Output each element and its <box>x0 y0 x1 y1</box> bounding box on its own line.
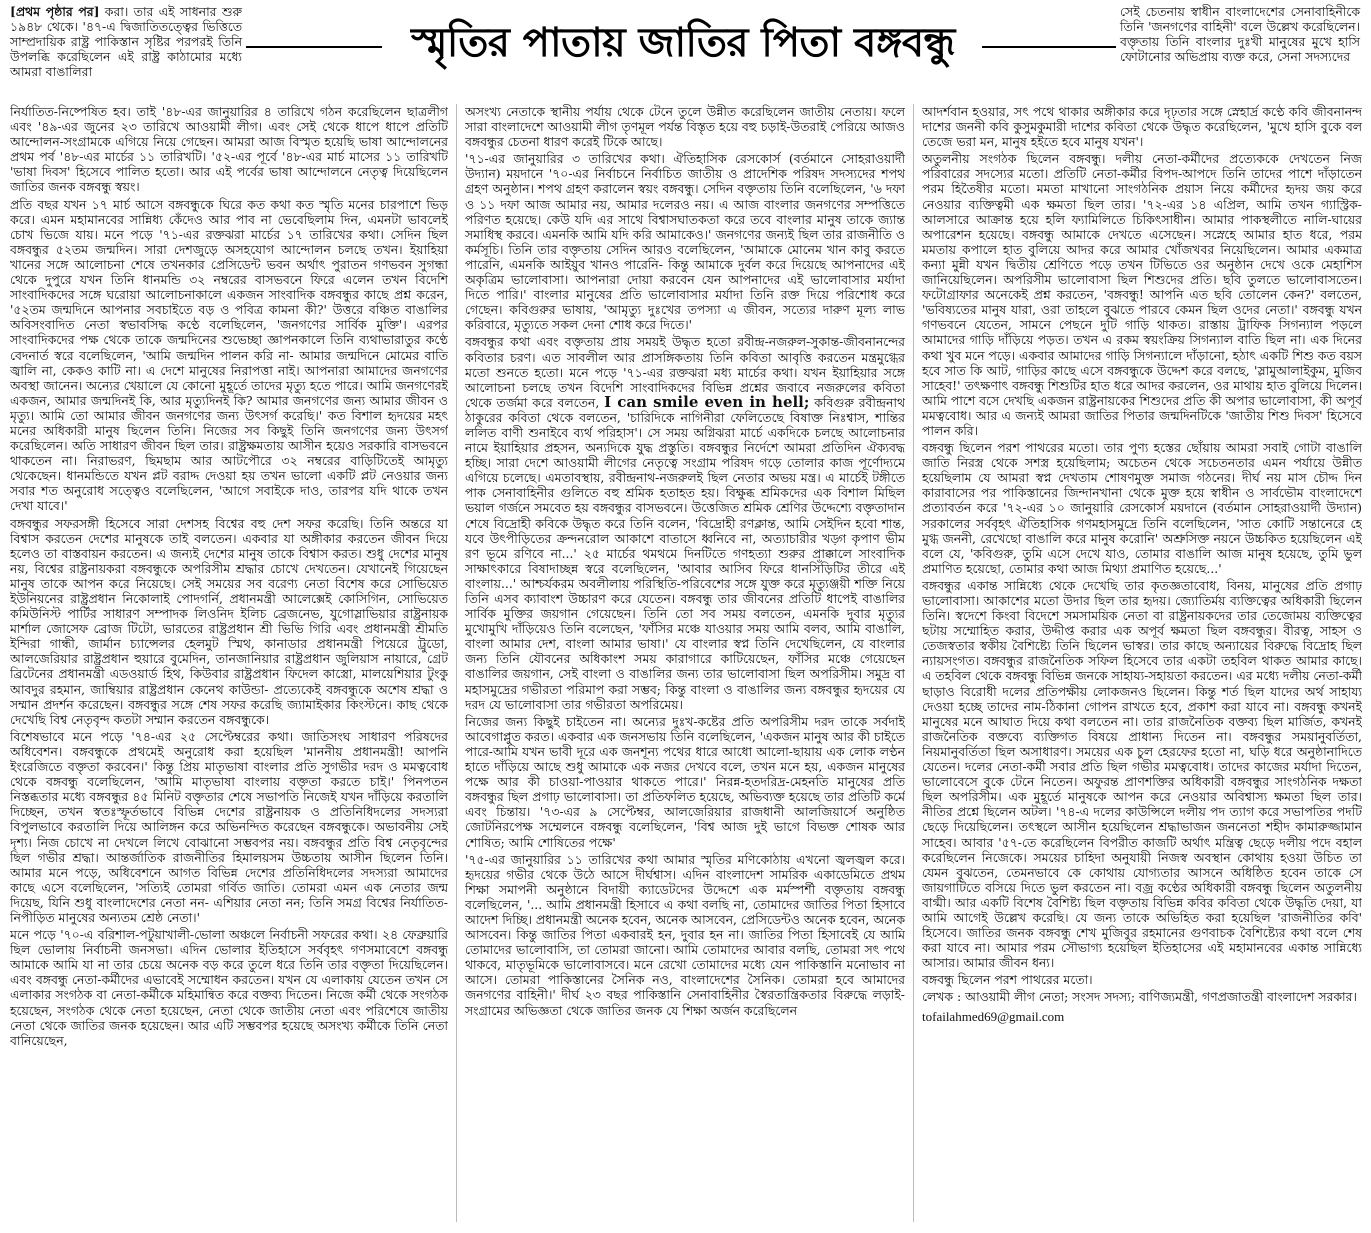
headline-row <box>0 0 1371 96</box>
paragraph: বঙ্গবন্ধু ছিলেন পরশ পাথরের মতো। <box>922 972 1093 988</box>
paragraph <box>465 334 905 711</box>
paragraph: নিজের জন্য কিছুই চাইতেন না। অন্যের দুঃখ-কষ্টের প্রতি অপরিসীম দরদ তাকে সর্বদাই আবেগাপ্লুত করত। একবার এক জনসভায় তিনি বলেছিলেন, 'একজন মানুষ আর কী চাইতে পারে-আমি যখন ভাবী দূরে এক জনশূন্য পথের ধারে আধো আলো-ছায়ায় এক লোক লণ্ঠন হাতে দাঁড়িয়ে আছে শুধু আমাকে এক নজর দেখবে বলে, তখন মনে হয়, একজন মানুষের পক্ষে আর কী চাওয়া-পাওয়ার থাকতে পারে।' নিরন্ন-হতদরিদ্র-মেহনতি মানুষের প্রতি বঙ্গবন্ধুর ছিল প্রগাঢ় ভালোবাসা। তা প্রতিফলিত হয়েছে, অভিব্যক্ত হয়েছে তার প্রতিটি কর্মে এবং চিন্তায়। '৭৩-এর ৯ সেপ্টেম্বর, আলজেরিয়ার রাজধানী আলজিয়ার্সে অনুষ্ঠিত জোটনিরপেক্ষ সম্মেলনে বঙ্গবন্ধু বলেছিলেন, 'বিশ্ব আজ দুই ভাগে বিভক্ত শোষক আর শোষিত; আমি শোষিতের পক্ষে' <box>465 713 905 850</box>
paragraph: '৭১-এর জানুয়ারির ৩ তারিখের কথা। ঐতিহাসিক রেসকোর্স (বর্তমানে সোহরাওয়ার্দী উদ্যান) ময়দানে '৭০-এর নির্বাচনে নির্বাচিত জাতীয় ও প্রাদেশিক পরিষদ সদস্যদের শপথ গ্রহণ অনুষ্ঠান। শপথ গ্রহণ করালেন স্বয়ং বঙ্গবন্ধু। সেদিন বক্তৃতায় তিনি বলেছিলেন, '৬ দফা ও ১১ দফা আজ আমার নয়, আমার দলেরও নয়। এ আজ বাংলার জনগণের সম্পত্তিতে পরিণত হয়েছে। কেউ যদি এর সাথে বিশ্বাসঘাতকতা করে তবে বাংলার মানুষ তাকে জ্যান্ত সমাধিস্থ করবে। এমনকি আমি যদি করি আমাকেও।' জনগণের জন্যই ছিল তার রাজনীতি ও কর্মসূচি। তিনি তার বক্তৃতায় সেদিন আরও বলেছিলেন, 'আমাকে মোনেম খান কাবু করতে পারেনি, এমনকি আইয়ুব খানও পারেনি- কিন্তু আমাকে দুর্বল করে দিয়েছে আপনাদের এই অকৃত্রিম ভালোবাসা। আপনারা দোয়া করবেন যেন আপনাদের এই ভালোবাসার মর্যাদা দিতে পারি।' বাংলার মানুষের প্রতি ভালোবাসার মর্যাদা তিনি রক্ত দিয়ে পরিশোধ করে গেছেন। কবিগুরুর ভাষায়, 'আমৃত্যু দুঃখের তপস্যা এ জীবন, সত্যের দারুণ মূল্য লাভ করিবারে, মৃত্যুতে সকল দেনা শোধ করে দিতে।' <box>465 151 905 333</box>
paragraph: অতুলনীয় সংগঠক ছিলেন বঙ্গবন্ধু। দলীয় নেতা-কর্মীদের প্রত্যেককে দেখতেন নিজ পরিবারের সদস্যের মতো। প্রতিটি নেতা-কর্মীর বিপদ-আপদে তিনি তাদের পাশে দাঁড়াতেন পরম হিতৈষীর মতো। মমতা মাখানো সাংগঠনিক প্রয়াস নিয়ে কর্মীদের হৃদয় জয় করে নেওয়ার ব্যক্তিত্বমী এক ক্ষমতা ছিল তার। '৭২-এর ১৪ এপ্রিল, আমি তখন গ্যাস্ট্রিক-আলসারে আক্রান্ত হয়ে হলি ফ্যামিলিতে চিকিৎসাধীন। আমার পাকস্থলীতে নালি-ঘায়ের অপারেশন হয়েছে। বঙ্গবন্ধু আমাকে দেখতে এসেছেন। সস্নেহে আমার হাত ধরে, পরম মমতায় কপালে হাত বুলিয়ে আদর করে আমার খোঁজখবর নিয়েছিলেন। আমার একমাত্র কন্যা মুন্নী যখন দ্বিতীয় শ্রেণিতে পড়ে তখন টিভিতে ওর অনুষ্ঠান দেখে ওকে মেহাশিস জানিয়েছিলেন। অপরিসীম ভালোবাসা ছিল শিশুদের প্রতি। ছবি তুলতে ভালোবাসতেন। ফটোগ্রাফার অনেকেই প্রশ্ন করতেন, 'বঙ্গবন্ধু! আপনি এত ছবি তোলেন কেন?' বলতেন, 'ভবিষ্যতের মানুষ যারা, ওরা তাহলে বুঝতে পারবে কেমন ছিল ওদের নেতা।' বঙ্গবন্ধু যখন গণভবনে যেতেন, সামনে পেছনে দুটি গাড়ি থাকত। রাস্তায় ট্রাফিক সিগন্যাল পড়লে আমাদের গাড়ি দাঁড়িয়ে পড়ত। তখন এ রকম স্বয়ংক্রিয় সিগন্যাল বাতি ছিল না। এক দিনের কথা খুব মনে পড়ে। একবার আমাদের গাড়ি সিগন্যালে দাঁড়ানো, হঠাৎ একটি শিশু কত বয়স হবে সাত কি আট, গাড়ির কাছে এসে বঙ্গবন্ধুকে উদ্দেশ করে বলছে, 'স্লামুআলাইকুম, মুজিব সাহেব!' তৎক্ষণাৎ বঙ্গবন্ধু শিশুটির হাত ধরে আদর করলেন, ওর মাথায় হাত বুলিয়ে দিলেন। আমি পাশে বসে দেখছি একজন রাষ্ট্রনায়কের শিশুদের প্রতি কী অপার ভালোবাসা, কী অপূর্ব মমত্ববোধ। আর এ জন্যই আমরা জাতির পিতার জন্মদিনটিকে 'জাতীয় শিশু দিবস' হিসেবে পালন করি। <box>922 151 1362 438</box>
intro-right: সেই চেতনায় স্বাধীন বাংলাদেশের সেনাবাহিনীকে তিনি 'জনগণের বাহিনী' বলে উল্লেখ করেছিলেন। বক্তৃতায় তিনি বাংলার দুঃখী মানুষের মুখে হাসি ফোটানোর অভিপ্রায় ব্যক্ত করে, সেনা সদস্যদের <box>1120 4 1360 65</box>
english-quote: I can smile even in hell; <box>604 392 810 411</box>
intro-left <box>10 4 242 99</box>
column-1 <box>10 104 448 1229</box>
paragraph-text: বঙ্গবন্ধুর কথা এবং বক্তৃতায় প্রায় সময়ই উদ্ধৃত হতো রবীন্দ্র-নজরুল-সুকান্ত-জীবনানন্দের কবিতার চরণ। এত সাবলীল আর প্রাসঙ্গিকতায় তিনি কবিতা আবৃত্তি করতেন মন্ত্রমুগ্ধের মতো শুনতে হতো। মনে পড়ে '৭১-এর রক্তঝরা মধ্য মার্চের কথা। যখন ইয়াহিয়ার সঙ্গে আলোচনা চলছে তখন বিদেশি সাংবাদিকদের বিভিন্ন প্রশ্নের জবাবে নজরুলের কবিতা থেকে তর্জমা করে বলতেন, <box>465 334 905 410</box>
paragraph: বঙ্গবন্ধু ছিলেন পরশ পাথরের মতো। তার পুণ্য হস্তের ছোঁয়ায় আমরা সবাই গোটা বাঙালি জাতি নিরস্ত্র থেকে সশস্ত্র হয়েছিলাম; অচেতন থেকে সচেতনতার এমন পর্যায়ে উন্নীত হয়েছিলাম যে আমরা স্বপ্ন দেখতাম শোষণমুক্ত সমাজ গঠনের। দীর্ঘ নয় মাস চৌদ্দ দিন কারাবাসের পর পাকিস্তানের জিন্দানখানা থেকে মুক্ত হয়ে স্বাধীন ও সার্বভৌম বাংলাদেশে প্রত্যাবর্তন করে '৭২-এর ১০ জানুয়ারি রেসকোর্স ময়দানে (বর্তমান সোহরাওয়ার্দী উদ্যান) সরকালের সর্ববৃহৎ ঐতিহাসিক গণমহাসমুদ্রে তিনি বলেছিলেন, 'সাত কোটি সন্তানেরে হে মুগ্ধ জননী, রেখেছো বাঙালি করে মানুষ করোনি' অশ্রুসিক্ত নয়নে উচ্চকিত হয়েছিলেন এই বলে যে, 'কবিগুরু, তুমি এসে দেখে যাও, তোমার বাঙালি আজ মানুষ হয়েছে, তুমি ভুল প্রমাণিত হয়েছো, তোমার কথা আজ মিথ্যা প্রমাণিত হয়েছে...' <box>922 440 1362 576</box>
intro-left-text: করা। তার এই সাধনার শুরু ১৯৪৮ থেকে। '৪৭-এ দ্বিজাতিতত্ত্বের ভিত্তিতে সাম্প্রদায়িক রাষ্ট্র পাকিস্তান সৃষ্টির পরপরই তিনি উপলব্ধি করেছিলেন এই রাষ্ট্র কাঠামোর মধ্যে আমরা বাঙালিরা <box>10 4 242 80</box>
column-divider <box>456 104 457 1222</box>
continuation-label: [প্রথম পৃষ্ঠার পর] <box>10 4 100 19</box>
headline-right-rule <box>982 46 1116 48</box>
paragraph: বিশেষভাবে মনে পড়ে '৭৪-এর ২৫ সেপ্টেম্বরের কথা। জাতিসংঘ সাধারণ পরিষদের অধিবেশন। বঙ্গবন্ধুকে প্রথমেই অনুরোধ করা হয়েছিল 'মাননীয় প্রধানমন্ত্রী! আপনি ইংরেজিতে বক্তৃতা করবেন।' কিন্তু প্রিয় মাতৃভাষা বাংলার প্রতি সুগভীর দরদ ও মমত্ববোধ থেকে বঙ্গবন্ধু বলেছিলেন, 'আমি মাতৃভাষা বাংলায় বক্তৃতা করতে চাই।' পিনপতন নিস্তব্ধতার মধ্যে বঙ্গবন্ধুর ৪৫ মিনিট বক্তৃতার শেষে সভাপতি নিজেই যখন দাঁড়িয়ে করতালি দিচ্ছেন, তখন স্বতঃস্ফূর্তভাবে বিভিন্ন দেশের রাষ্ট্রনায়ক ও প্রতিনিধিদলের সদস্যরা বিপুলভাবে করতালি দিয়ে আলিঙ্গন করে অভিনন্দিত করেছেন বঙ্গবন্ধুকে। অভাবনীয় সেই দৃশ্য। নিজ চোখে না দেখলে লিখে বোঝানো সম্ভবপর নয়। বঙ্গবন্ধুর প্রতি বিশ্ব নেতৃবৃন্দের ছিল গভীর শ্রদ্ধা। আন্তর্জাতিক রাজনীতির হিমালয়সম উচ্চতায় আসীন ছিলেন তিনি। আমার মনে পড়ে, অধিবেশনে আগত বিভিন্ন দেশের প্রতিনিধিদলের সদস্যরা আমাদের কাছে এসে বলেছিলেন, 'সত্যিই তোমরা গর্বিত জাতি। তোমরা এমন এক নেতার জন্ম দিয়েছ, যিনি শুধু বাংলাদেশের নেতা নন- এশিয়ার নেতা নন; তিনি সমগ্র বিশ্বের নির্যাতিত-নিপীড়িত মানুষের অন্যতম শ্রেষ্ঠ নেতা।' <box>10 728 448 925</box>
paragraph: প্রতি বছর যখন ১৭ মার্চ আসে বঙ্গবন্ধুকে ঘিরে কত কথা কত স্মৃতি মনের চারপাশে ভিড় করে। এমন মহামানবের সান্নিধ্য কেঁদেও আর পাব না ভেবেছিলাম দিন, এমনটা ভাবলেই চোখ ভিজে যায়। মনে পড়ে '৭১-এর রক্তঝরা মার্চের ১৭ তারিখের কথা। সেদিন ছিল বঙ্গবন্ধুর ৫২তম জন্মদিন। সারা দেশজুড়ে অসহযোগ আন্দোলন চলছে তখন। ইয়াহিয়া খানের সঙ্গে আলোচনা শেষে তখনকার প্রেসিডেন্ট ভবন অর্থাৎ পুরাতন গণভবন সুগন্ধা থেকে দুপুরে যখন তিনি ধানমন্ডি ৩২ নম্বরের বাসভবনে ফিরে এলেন তখন বিদেশি সাংবাদিকদের সঙ্গে ঘরোয়া আলোচনাকালে একজন সাংবাদিক বঙ্গবন্ধুর কাছে প্রশ্ন করেন, '৫২তম জন্মদিনে আপনার সবচাইতে বড় ও পবিত্র কামনা কী?' উত্তরে বঞ্চিত বাঙালির অবিসংবাদিত নেতা স্বভাবসিদ্ধ কণ্ঠে বলেছিলেন, 'জনগণের সার্বিক মুক্তি'। এরপর সাংবাদিকদের পক্ষ থেকে তাকে জন্মদিনের শুভেচ্ছা জ্ঞাপনকালে তিনি ব্যথাভারাতুর কণ্ঠে বেদনার্ত স্বরে বলেছিলেন, 'আমি জন্মদিন পালন করি না- আমার জন্মদিনে মোমের বাতি জ্বালি না, কেকও কাটি না। এ দেশে মানুষের নিরাপত্তা নাই। আপনারা আমাদের জনগণের অবস্থা জানেন। অন্যের খেয়ালে যে কোনো মুহূর্তে তাদের মৃত্যু হতে পারে। আমি জনগণেরই একজন, আমার জন্মদিনই কি, আর মৃত্যুদিনই কি? আমার জনগণের জন্য আমার জীবন ও মৃত্যু। আমি তো আমার জীবন জনগণের জন্য উৎসর্গ করেছি।' কত বিশাল হৃদয়ের মহৎ মনের অধিকারী মানুষ ছিলেন তিনি। নিজের সব কিছুই তিনি জনগণের জন্য উৎসর্গ করেছিলেন। অতি সাধারণ জীবন ছিল তার। রাষ্ট্রক্ষমতায় আসীন হয়েও সরকারি বাসভবনে থাকতেন না। নিরাভরণ, ছিমছাম আর আটপৌরে ৩২ নম্বরের বাড়িটিতেই আমৃত্যু থেকেছেন। ধানমন্ডিতে যখন প্লট বরাদ্দ দেওয়া হয় তখন ভালো একটি প্লট নেওয়ার জন্য সবার শত অনুরোধ সত্ত্বেও বলেছিলেন, 'আগে সবাইকে দাও, তারপর যদি থাকে তখন দেখা যাবে।' <box>10 196 448 514</box>
column-2 <box>465 104 905 1229</box>
paragraph: মনে পড়ে '৭০-এ বরিশাল-পটুয়াখালী-ভোলা অঞ্চলে নির্বাচনী সফরের কথা। ২৪ ফেব্রুয়ারি ছিল ভোলায় নির্বাচনী জনসভা। এদিন ভোলার ইতিহাসে সর্ববৃহৎ গণসমাবেশে বঙ্গবন্ধু আমাকে আমি যা না তার চেয়ে অনেক বড় করে তুলে ধরে তিনি তার বক্তৃতা দিয়েছিলেন। এবং বঙ্গবন্ধু নেতা-কর্মীদের এভাবেই সম্মোধন করতেন। যখন যে এলাকায় যেতেন তখন সে এলাকার সংগঠক বা নেতা-কর্মীকে মহিমান্বিত করে বক্তব্য দিতেন। নিজে কর্মী থেকে সংগঠক হয়েছেন, সংগঠক থেকে নেতা হয়েছেন, নেতা থেকে জাতীয় নেতা এবং পরিশেষে জাতীয় নেতা থেকে জাতির জনক হয়েছেন। আর এটি সম্ভবপর হয়েছে অসংখ্য কর্মীকে তিনি নেতা বানিয়েছেন, <box>10 927 448 1048</box>
paragraph: বঙ্গবন্ধুর একান্ত সান্নিধ্যে থেকে দেখেছি তার কৃতজ্ঞতাবোধ, বিনয়, মানুষের প্রতি প্রগাঢ় ভালোবাসা। আকাশের মতো উদার ছিল তার হৃদয়। জ্যোতির্ময় ব্যক্তিত্বের অধিকারী ছিলেন তিনি। স্বদেশে কিংবা বিদেশে সমসাময়িক নেতা বা রাষ্ট্রনায়কদের তার তেজোময় ব্যক্তিত্বের ছটায় সম্মোহিত করার, উদ্দীপ্ত করার এক অপূর্ব ক্ষমতা ছিল বঙ্গবন্ধুর। বীরত্ব, সাহস ও তেজস্বতার স্বকীয় বৈশিষ্ট্যে তিনি ছিলেন ভাস্বর। তার কাছে অন্যায়ের বিরুদ্ধে বিদ্রোহ ছিল ন্যায়সংগত। বঙ্গবন্ধুর রাজনৈতিক সফিল হিসেবে তার একটা তহবিল থাকত আমার কাছে। এ তহবিল থেকে বঙ্গবন্ধু বিভিন্ন জনকে সাহায্য-সহায়তা করতেন। এর মধ্যে দলীয় নেতা-কর্মী ছাড়াও বিরোধী দলের প্রতিপক্ষীয় লোকজনও ছিলেন। কিন্তু শর্ত ছিল যাদের অর্থ সাহায্য দেওয়া হচ্ছে তাদের নাম-ঠিকানা গোপন রাখতে হবে, প্রকাশ করা যাবে না। বঙ্গবন্ধু কখনই মানুষের মনে আঘাত দিয়ে কথা বলতেন না। তার রাজনৈতিক বক্তব্য ছিল মার্জিত, কখনই রাজনৈতিক বক্তব্যে ব্যক্তিগত বিষয়ে প্রাধান্য দিতেন না। বঙ্গবন্ধুর সময়ানুবর্তিতা, নিয়মানুবর্তিতা ছিল অসাধারণ। সময়ের এক চুল হেরফের হতো না, ঘড়ি ধরে অনুষ্ঠানাদিতে যেতেন। দলের নেতা-কর্মী সবার প্রতি ছিল গভীর মমত্ববোধ। তাদের কাজের মর্যাদা দিতেন, ভালোবেসে বুকে টেনে নিতেন। অফুরন্ত প্রাণশক্তির অধিকারী বঙ্গবন্ধুর সাংগঠনিক দক্ষতা ছিল অপরিসীম। এক মুহূর্তে মানুষকে আপন করে নেওয়ার অবিশ্বাস্য ক্ষমতা ছিল তার। নীতির প্রশ্নে ছিলেন অটল। '৭৪-এ দলের কাউন্সিলে দলীয় পদ ত্যাগ করে সভাপতির পদটি ছেড়ে দিয়েছিলেন। তৎস্থলে আসীন হয়েছিলেন শ্রদ্ধাভাজন জননেতা শহীদ কামারুজ্জামান সাহেব। আবার '৫৭-তে করেছিলেন বিপরীত কাজটি অর্থাৎ মন্ত্রিত্ব ছেড়ে দলীয় পদে বহাল করেছিলেন নিজেকে। সময়ের চাহিদা অনুযায়ী নিজস্ব অবস্থান কোথায় হওয়া উচিত তা যেমন বুঝতেন, তেমনভাবে কে কোথায় যোগ্যতার আসনে অধিষ্ঠিত হবেন তাকে সে জায়গাটিতে বসিয়ে দিতে ভুল করতেন না। বজ্র কণ্ঠের অধিকারী বঙ্গবন্ধু ছিলেন অতুলনীয় বাগ্মী। আর একটি বিশেষ বৈশিষ্ট্য ছিল বক্তৃতায় বিভিন্ন কবির কবিতা থেকে উদ্ধৃতি দেয়া, যা আমি আগেই উল্লেখ করেছি। যে জন্য তাকে অভিহিত করা হয়েছিল 'রাজনীতির কবি' হিসেবে। জাতির জনক বঙ্গবন্ধু শেখ মুজিবুর রহমানের গুণবাচক বৈশিষ্ট্যের কথা বলে শেষ করা যাবে না। আমার পরম সৌভাগ্য হয়েছিল ইতিহাসের এই মহামানবের একান্ত সান্নিধ্যে আসার। আমার জীবন ধন্য। <box>922 577 1362 971</box>
paragraph: '৭৫-এর জানুয়ারির ১১ তারিখের কথা আমার স্মৃতির মণিকোঠায় এখনো জ্বলজ্বল করে। হৃদয়ের গভীর থেকে উঠে আসে দীর্ঘশ্বাস। এদিন বাংলাদেশ সামরিক একাডেমিতে প্রথম শিক্ষা সমাপনী অনুষ্ঠানে বিদায়ী ক্যাডেটদের উদ্দেশে এক মর্মস্পর্শী বক্তৃতায় বঙ্গবন্ধু বলেছিলেন, '... আমি প্রধানমন্ত্রী হিসাবে এ কথা বলছি না, তোমাদের জাতির পিতা হিসাবে আদেশ দিচ্ছি। প্রধানমন্ত্রী অনেক হবেন, অনেক আসবেন, প্রেসিডেন্টও অনেক হবেন, অনেক আসবেন। কিন্তু জাতির পিতা একবারই হন, দুবার হন না। জাতির পিতা হিসাবেই যে আমি তোমাদের ভালোবাসি, তা তোমরা জানো। আমি তোমাদের আবার বলছি, তোমরা সৎ পথে থাকবে, মাতৃভূমিকে ভালোবাসবে। মনে রেখো তোমাদের মধ্যে যেন পাকিস্তানি মনোভাব না আসে। তোমরা পাকিস্তানের সৈনিক নও, বাংলাদেশের সৈনিক। তোমরা হবে আমাদের জনগণের বাহিনী।' দীর্ঘ ২৩ বছর পাকিস্তানি সেনাবাহিনীর স্বৈরতান্ত্রিকতার বিরুদ্ধে লড়াই-সংগ্রামের অভিজ্ঞতা থেকে জাতির জনক যে শিক্ষা অর্জন করেছিলেন <box>465 851 905 1018</box>
paragraph: আদর্শবান হওয়ার, সৎ পথে থাকার অঙ্গীকার করে দৃঢ়তার সঙ্গে স্নেহার্দ্র কণ্ঠে কবি জীবনানন্দ দাশের জননী কবি কুসুমকুমারী দাশের কবিতা থেকে উদ্ধৃত করেছিলেন, 'মুখে হাসি বুকে বল তেজে ভরা মন, মানুষ হইতে হবে মানুষ যখন'। <box>922 104 1362 150</box>
article-headline: স্মৃতির পাতায় জাতির পিতা বঙ্গবন্ধু <box>411 19 955 66</box>
paragraph: অসংখ্য নেতাকে স্থানীয় পর্যায় থেকে টেনে তুলে উন্নীত করেছিলেন জাতীয় নেতায়। ফলে সারা বাংলাদেশে আওয়ামী লীগ তৃণমূল পর্যন্ত বিস্তৃত হয়ে বহু চড়াই-উতরাই পেরিয়ে আজও বঙ্গবন্ধুর চেতনা ধারণ করেই টিকে আছে। <box>465 104 905 150</box>
author-email: tofailahmed69@gmail.com <box>922 1008 1065 1024</box>
paragraph-text: কবিগুরু রবীন্দ্রনাথ ঠাকুরের কবিতা থেকে বলতেন, 'চারিদিকে নাগিনীরা ফেলিতেছে বিষাক্ত নিঃশ্বাস, শান্তির ললিত বাণী শুনাইবে ব্যর্থ পরিহাস'। সে সময় অগ্নিঝরা মার্চে একদিকে চলছে আলোচনার নামে ইয়াহিয়ার প্রহসন, অন্যদিকে যুদ্ধ প্রস্তুতি। বঙ্গবন্ধুর নির্দেশে আমরা প্রতিদিন ঐক্যবদ্ধ হচ্ছি। সারা দেশে আওয়ামী লীগের নেতৃত্বে সংগ্রাম পরিষদ গড়ে তোলার কাজ পূর্ণোদ্যমে এগিয়ে চলেছে। এমতাবস্থায়, রবীন্দ্রনাথ-নজরুলই ছিল নেতার অভয় মন্ত্র। এ মার্চেই টঙ্গীতে পাক সেনাবাহিনীর গুলিতে বহু শ্রমিক হতাহত হয়। বিক্ষুব্ধ শ্রমিকদের এক বিশাল মিছিল ভয়াল গর্জনে সমবেত হয় বঙ্গবন্ধুর বাসভবনে। উত্তেজিত শ্রমিক শ্রেণির উদ্দেশ্যে বক্তৃতাদান শেষে বিদ্রোহী কবিকে উদ্ধৃত করে তিনি বলেন, 'বিদ্রোহী রণক্লান্ত, আমি সেইদিন হবো শান্ত, যবে উৎপীড়িতের ক্রন্দনরোল আকাশে বাতাসে ধ্বনিবে না, অত্যাচারীর খড়্গ কৃপাণ ভীম রণ ভূমে রণিবে না...' ২৫ মার্চের থমথমে দিনটিতে গণহত্যা শুরুর প্রাক্কালে সাংবাদিক সাক্ষাৎকারে বিষাদাচ্ছন্ন স্বরে বলেছিলেন, 'আবার আসিব ফিরে ধানসিঁড়িটির তীরে এই বাংলায়...' আশ্চর্যকরম অবলীলায় পরিস্থিতি-পরিবেশের সঙ্গে যুক্ত করে মৃত্যুঞ্জয়ী শক্তি নিয়ে তিনি এসব ক্যাবাংশ উচ্চারণ করে যেতেন। বঙ্গবন্ধু তার জীবনের প্রতিটি ধাপেই বাঙালির সার্বিক মুক্তির জয়গান গেয়েছেন। তিনি তো সব সময় বলতেন, এমনকি দুবার মৃত্যুর মুখোমুখি দাঁড়িয়েও তিনি বলেছেন, 'ফাঁসির মঞ্চে যাওয়ার সময় আমি বলব, আমি বাঙালি, বাংলা আমার দেশ, বাংলা আমার ভাষা।' যে বাংলার স্বপ্ন তিনি দেখেছিলেন, যে বাংলার জন্য তিনি যৌবনের অধিকাংশ সময় কারাগারে কাটিয়েছেন, ফাঁসির মঞ্চে গেয়েছেন বাঙালির জয়গান, সেই বাংলা ও বাঙালির জন্য তার ভালোবাসা ছিল অপরিসীম। সমুদ্র বা মহাসমুদ্রের গভীরতা পরিমাপ করা সম্ভব; কিন্তু বাংলা ও বাঙালির জন্য বঙ্গবন্ধুর হৃদয়ের যে দরদ যে ভালোবাসা তার গভীরতা অপরিমেয়। <box>465 394 905 712</box>
author-byline: লেখক : আওয়ামী লীগ নেতা; সংসদ সদস্য; বাণিজ্যমন্ত্রী, গণপ্রজাতন্ত্রী বাংলাদেশ সরকার। <box>922 989 1357 1005</box>
column-divider <box>913 104 914 1222</box>
paragraph: নির্যাতিত-নিষ্পেষিত হব। তাই '৪৮-এর জানুয়ারির ৪ তারিখে গঠন করেছিলেন ছাত্রলীগ এবং '৪৯-এর জুনের ২৩ তারিখে আওয়ামী লীগ। এবং সেই থেকে ধাপে ধাপে প্রতিটি আন্দোলন-সংগ্রামকে এগিয়ে নিয়ে গেছেন। আমরা আজ বিস্মৃত হয়েছি ভাষা আন্দোলনের প্রথম পর্ব '৪৮-এর মার্চের ১১ তারিখটি। '৫২-এর পূর্বে '৪৮-এর মার্চ মাসের ১১ তারিখটি 'ভাষা দিবস' হিসেবে পালিত হতো। আর এই পর্বের ভাষা আন্দোলনে নেতৃত্ব দিয়েছিলেন জাতির জনক বঙ্গবন্ধু স্বয়ং। <box>10 104 448 195</box>
column-3 <box>922 104 1362 1229</box>
paragraph: বঙ্গবন্ধুর সফরসঙ্গী হিসেবে সারা দেশসহ বিশ্বের বহু দেশ সফর করেছি। তিনি অন্তরে যা বিশ্বাস করতেন দেশের মানুষকে তাই বলতেন। একবার যা অঙ্গীকার করতেন জীবন দিয়ে হলেও তা বাস্তবায়ন করতেন। এ জন্যই দেশের মানুষ তাকে বিশ্বাস করত। শুধু দেশের মানুষ নয়, বিশ্বের রাষ্ট্রনায়করা বঙ্গবন্ধুকে অপরিসীম শ্রদ্ধার চোখে দেখতেন। যেখানেই গিয়েছেন মানুষ তাকে আপন করে নিয়েছে। সেই সময়ের সব বরেণ্য নেতা বিশেষ করে সোভিয়েত ইউনিয়নের রাষ্ট্রপ্রধান নিকোলাই পোদগর্নি, প্রধানমন্ত্রী আলেক্সেই কোসিগিন, সোভিয়েত কমিউনিস্ট পার্টির সাধারণ সম্পাদক লিওনিদ ইলিচ ব্রেজনেভ, যুগোস্লাভিয়ার রাষ্ট্রনায়ক মার্শাল জোসেফ ব্রোজ টিটো, ভারতের রাষ্ট্রপ্রধান শ্রী ভিভি গিরি এবং প্রধানমন্ত্রী শ্রীমতি ইন্দিরা গান্ধী, জার্মান চ্যান্সেলর হেলমুট স্মিথ, কানাডার প্রধানমন্ত্রী পিয়েরে ট্রুডো, আলজেরিয়ার রাষ্ট্রপ্রধান হুয়ারে বুমেদিন, তানজানিয়ার রাষ্ট্রপ্রধান জুলিয়াস নায়ারে, গ্রেট ব্রিটেনের প্রধানমন্ত্রী এডওয়ার্ড হিথ, কিউবার রাষ্ট্রপ্রধান ফিদেল কাস্ত্রো, মালয়েশিয়ার টুংকু আবদুর রহমান, জাম্বিয়ার রাষ্ট্রপ্রধান কেনেথ কাউন্ডা- প্রত্যেকেই বঙ্গবন্ধুকে অশেষ শ্রদ্ধা ও সম্মান প্রদর্শন করেছেন। বঙ্গবন্ধুর সঙ্গে শেষ সফর করেছি জ্যামাইকার কিংস্টনে। কাছ থেকে দেখেছি বিশ্ব নেতৃবৃন্দ কতটা সম্মান করতেন বঙ্গবন্ধুকে। <box>10 515 448 727</box>
headline-left-rule <box>246 46 382 48</box>
